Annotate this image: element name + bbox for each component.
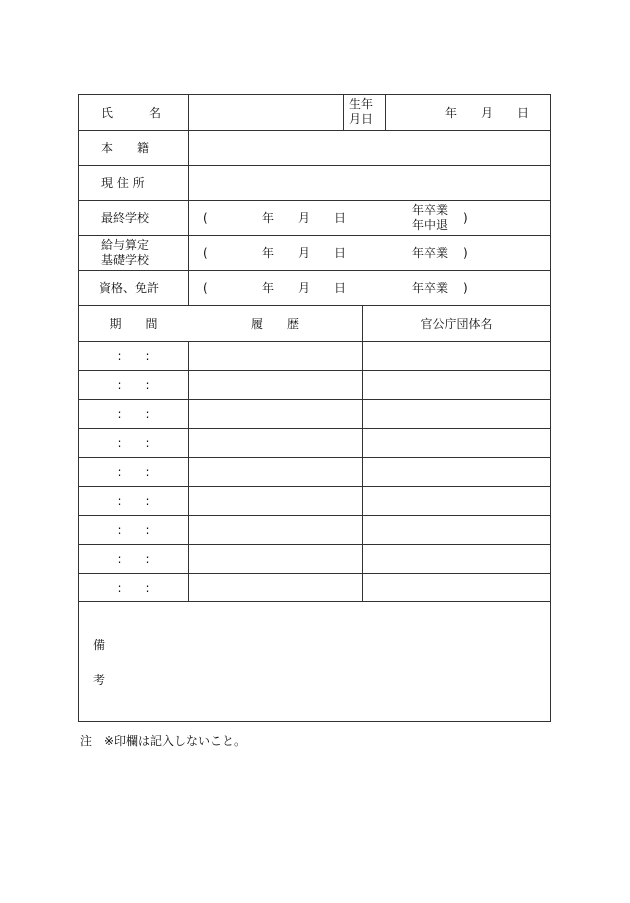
career-column-divider	[362, 305, 363, 601]
birth-date-field[interactable]: 年 月 日	[445, 106, 530, 120]
name-label: 氏 名	[101, 106, 162, 120]
graduated-text: 年卒業	[412, 203, 449, 217]
remarks-label-char2: 考	[93, 673, 106, 687]
base-school-graduated: 年卒業	[412, 246, 449, 260]
close-paren: )	[463, 210, 468, 225]
career-header: 履 歴	[250, 316, 299, 331]
birth-label-line1: 生年	[349, 97, 374, 111]
open-paren: (	[203, 280, 208, 295]
history-period-cell[interactable]: : :	[117, 407, 150, 421]
office-header: 官公庁団体名	[420, 316, 493, 331]
resume-form	[78, 94, 551, 722]
name-field[interactable]	[189, 95, 343, 130]
history-period-cell[interactable]: : :	[117, 494, 150, 508]
open-paren: (	[203, 210, 208, 225]
open-paren: (	[203, 245, 208, 260]
period-column-divider	[188, 341, 189, 601]
birth-label-right-divider	[385, 95, 386, 130]
birth-label-line2: 月日	[349, 112, 374, 126]
last-school-label: 最終学校	[101, 211, 150, 225]
license-date[interactable]: 年 月 日	[262, 281, 347, 295]
close-paren: )	[463, 280, 468, 295]
history-period-cell[interactable]: : :	[117, 580, 150, 595]
birth-label-left-divider	[343, 95, 344, 130]
license-label: 資格、免許	[99, 281, 160, 295]
base-school-label-line1: 給与算定	[101, 238, 150, 252]
history-period-cell[interactable]: : :	[117, 436, 150, 450]
close-paren: )	[463, 245, 468, 260]
history-period-cell[interactable]: : :	[117, 349, 150, 363]
remarks-field[interactable]	[119, 602, 549, 720]
base-school-date[interactable]: 年 月 日	[262, 246, 347, 260]
history-period-cell[interactable]: : :	[117, 465, 150, 479]
domicile-field[interactable]	[189, 130, 551, 165]
footnote: 注 ※印欄は記入しないこと。	[80, 734, 247, 748]
last-school-date[interactable]: 年 月 日	[262, 211, 347, 225]
address-field[interactable]	[189, 165, 551, 200]
license-graduated: 年卒業	[412, 281, 449, 295]
history-period-cell[interactable]: : :	[117, 523, 150, 537]
history-period-cell[interactable]: : :	[117, 552, 150, 566]
last-school-status	[412, 203, 448, 233]
period-header: 期 間	[109, 316, 158, 331]
history-period-cell[interactable]: : :	[117, 378, 150, 392]
remarks-label-char1: 備	[93, 638, 106, 652]
domicile-label: 本 籍	[101, 141, 150, 155]
address-label: 現 住 所	[101, 176, 145, 190]
base-school-label	[101, 238, 149, 268]
birth-date-label	[349, 97, 373, 127]
base-school-label-line2: 基礎学校	[101, 253, 150, 267]
dropped-text: 年中退	[412, 218, 449, 232]
